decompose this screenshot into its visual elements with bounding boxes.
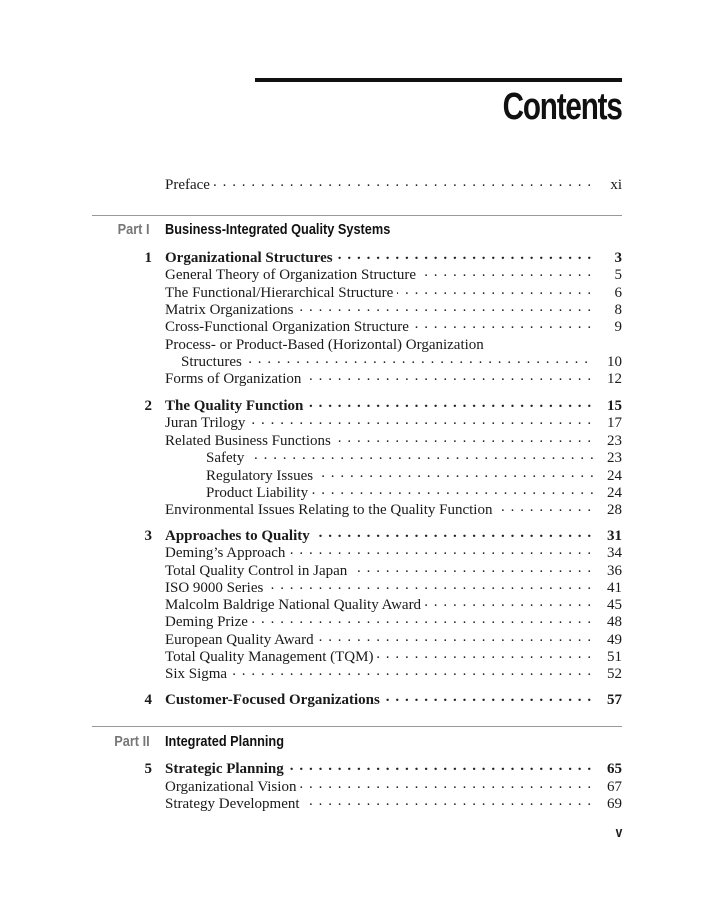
toc-entry-section[interactable] <box>165 501 622 519</box>
entry-page: 24 <box>607 485 622 501</box>
entry-title: Juran Trilogy <box>165 414 249 432</box>
entry-title: Matrix Organizations <box>165 301 297 319</box>
entry-title: Malcolm Baldrige National Quality Award <box>165 596 425 614</box>
entry-page: 65 <box>607 761 622 777</box>
entry-title: Forms of Organization <box>165 370 305 388</box>
entry-page: 24 <box>607 468 622 484</box>
entry-page: 51 <box>607 649 622 665</box>
entry-title: Customer-Focused Organizations <box>165 691 384 709</box>
entry-page: 15 <box>607 398 622 414</box>
entry-page: 69 <box>607 796 622 812</box>
toc-entry-section[interactable] <box>165 318 622 336</box>
entry-page: 8 <box>614 302 622 318</box>
dot-leader <box>206 446 594 464</box>
entry-title: Structures <box>181 353 246 371</box>
entry-title: Strategy Development <box>165 795 304 813</box>
entry-title: Approaches to Quality <box>165 527 314 545</box>
chapter-number: 4 <box>144 692 152 708</box>
entry-page: 34 <box>607 545 622 561</box>
entry-page: 6 <box>614 285 622 301</box>
part-label: Part I <box>118 221 150 238</box>
entry-page: 52 <box>607 666 622 682</box>
entry-title: Preface <box>165 176 214 194</box>
entry-page: 5 <box>614 267 622 283</box>
entry-page: 12 <box>607 371 622 387</box>
dot-leader <box>165 173 594 191</box>
entry-title: Total Quality Management (TQM) <box>165 648 377 666</box>
entry-title: Regulatory Issues <box>206 467 317 485</box>
chapter-number: 5 <box>144 761 152 777</box>
entry-page: 31 <box>607 528 622 544</box>
chapter-number: 2 <box>144 398 152 414</box>
entry-title: Cross-Functional Organization Structure <box>165 318 413 336</box>
entry-page: 57 <box>607 692 622 708</box>
toc-entry-section[interactable] <box>165 370 622 388</box>
entry-title: Deming’s Approach <box>165 544 289 562</box>
chapter-number: 3 <box>144 528 152 544</box>
part-divider <box>92 215 622 216</box>
entry-title: The Quality Function <box>165 397 307 415</box>
entry-page: 17 <box>607 415 622 431</box>
page-folio: v <box>615 824 622 841</box>
entry-page: 41 <box>607 580 622 596</box>
entry-page: 3 <box>614 250 622 266</box>
chapter-number: 1 <box>144 250 152 266</box>
entry-page: 9 <box>614 319 622 335</box>
entry-title: The Functional/Hierarchical Structure <box>165 284 397 302</box>
toc-entry-preface[interactable] <box>165 176 622 194</box>
toc-entry-chapter[interactable] <box>165 691 622 709</box>
entry-title: Safety <box>206 449 248 467</box>
entry-title: European Quality Award <box>165 631 318 649</box>
entry-title: Total Quality Control in Japan <box>165 562 351 580</box>
toc-entry-section[interactable] <box>165 665 622 683</box>
toc-entry-section[interactable] <box>165 795 622 813</box>
entry-page: xi <box>610 177 622 193</box>
entry-title: ISO 9000 Series <box>165 579 267 597</box>
page-title: Contents <box>502 86 622 128</box>
entry-title: Product Liability <box>206 484 312 502</box>
entry-page: 49 <box>607 632 622 648</box>
entry-title: Strategic Planning <box>165 760 288 778</box>
part-divider <box>92 726 622 727</box>
entry-page: 67 <box>607 779 622 795</box>
part-label: Part II <box>114 733 150 750</box>
entry-page: 23 <box>607 433 622 449</box>
entry-title: Six Sigma <box>165 665 231 683</box>
entry-page: 36 <box>607 563 622 579</box>
entry-title: General Theory of Organization Structure <box>165 266 420 284</box>
toc-entry-section-line1[interactable]: Process- or Product-Based (Horizontal) Organization <box>165 337 484 353</box>
entry-title: Related Business Functions <box>165 432 335 450</box>
title-rule <box>255 78 622 82</box>
entry-title: Deming Prize <box>165 613 252 631</box>
entry-page: 45 <box>607 597 622 613</box>
part-title: Integrated Planning <box>165 733 285 750</box>
entry-page: 23 <box>607 450 622 466</box>
entry-page: 28 <box>607 502 622 518</box>
entry-page: 10 <box>607 354 622 370</box>
entry-title: Organizational Structures <box>165 249 337 267</box>
entry-page: 48 <box>607 614 622 630</box>
entry-title: Organizational Vision <box>165 778 300 796</box>
part-title: Business-Integrated Quality Systems <box>165 221 391 238</box>
entry-title: Environmental Issues Relating to the Quality Function <box>165 501 496 519</box>
